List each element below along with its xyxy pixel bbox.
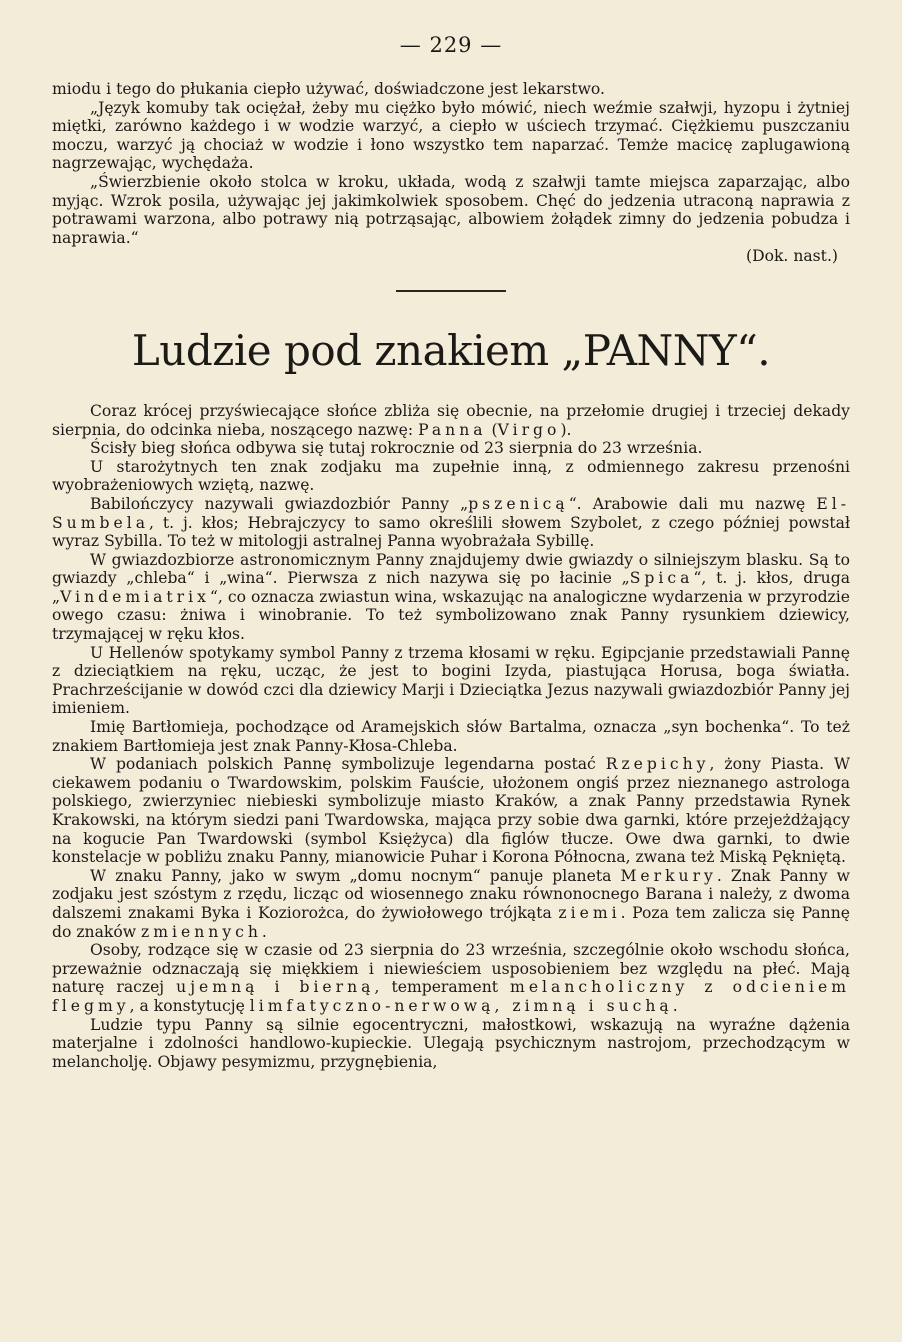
article-title: Ludzie pod znakiem „PANNY“. [131,325,771,375]
article-paragraph-11: Ludzie typu Panny są silnie egocentryczni, małostkowi, wskazują na wyraźne dążenia materjalne i zdolności handlowo-kupieckie. Ulegają psychicznym nastrojom, przechodzącym w melancholję. Objawy pesymizmu, przygnębienia, [52,1015,850,1071]
page-number: — 229 — [399,33,503,57]
article-paragraph-9: W znaku Panny, jako w swym „domu nocnym“ panuje planeta Merkury. Znak Panny w zodjaku jest szóstym z rzędu, licząc od wiosennego znaku równonocnego Barana i należy, z dwoma dalszemi znakami Byka i Koziorożca, do żywiołowego trójkąta ziemi. Poza tem zalicza się Pannę do znaków zmiennych. [52,866,850,941]
article-paragraph-2: Ścisły bieg słońca odbywa się tutaj rokrocznie od 23 sierpnia do 23 września. [90,439,703,458]
article-paragraph-3: U starożytnych ten znak zodjaku ma zupełnie inną, z odmiennego zakresu przenośni wyobrażeniowych wziętą, nazwę. [52,457,850,495]
article-paragraph-7: Imię Bartłomieja, pochodzące od Aramejskich słów Bartalma, oznacza „syn bochenka“. To też znakiem Bartłomieja jest znak Panny-Kłosa-Chleba. [52,718,850,755]
article-paragraph-1: Coraz krócej przyświecające słońce zbliża się obecnie, na przełomie drugiej i trzeciej dekady sierpnia, do odcinka nieba, noszącego nazwę: Panna (Virgo). [52,401,850,439]
continuation-note: (Dok. nast.) [746,247,838,266]
article-paragraph-6: U Hellenów spotykamy symbol Panny z trzema kłosami w ręku. Egipcjanie przedstawiali Pannę z dzieciątkiem na ręku, ucząc, że jest to bogini Izyda, piastująca Horusa, boga światła. Prachrześcijanie w dowód czci dla dziewicy Marji i Dzieciątka Jezus nazywali gwiazdozbiór Panny jej imieniem. [52,643,850,718]
prev-paragraph-1: miodu i tego do płukania ciepło używać, doświadczone jest lekarstwo. [52,80,605,98]
article-paragraph-4: Babilończycy nazywali gwiazdozbiór Panny „pszenicą“. Arabowie dali mu nazwę El-Sumbela, t. j. kłos; Hebrajczycy to samo określili słowem Szybolet, z czego później powstał wyraz Sybilla. To też w mitologji astralnej Panna wyobrażała Sybillę. [52,494,851,551]
article-paragraph-8: W podaniach polskich Pannę symbolizuje legendarna postać Rzepichy, żony Piasta. W ciekawem podaniu o Twardowskim, polskim Fauście, ułożonem ongiś przez nieznanego astrologa polskiego, zwierzyniec niebieski symbolizuje miasto Kraków, a znak Panny przedstawia Rynek Krakowski, na którym siedzi pani Twardowska, mająca przy sobie dwa garnki, które przejeżdżający na kogucie Pan Twardowski (symbol Księżyca) dla figlów tłucze. Owe dwa garnki, to dwie konstelacje w pobliżu znaku Panny, mianowicie Puhar i Korona Północna, zwana też Miską Pękniętą. [52,755,850,867]
article-paragraph-5: W gwiazdozbiorze astronomicznym Panny znajdujemy dwie gwiazdy o silniejszym blasku. Są to gwiazdy „chleba“ i „wina“. Pierwsza z nich nazywa się po łacinie „Spica“, t. j. kłos, druga „Vindemiatrix“, co oznacza zwiastun wina, wskazując na analogiczne wydarzenia w przyrodzie owego czasu: żniwa i winobranie. To też symbolizowano znak Panny rysunkiem dziewicy, trzymającej w ręku kłos. [52,550,850,644]
prev-paragraph-2: „Język komuby tak ociężał, żeby mu ciężko było mówić, niech weźmie szałwji, hyzopu i żytniej miętki, zarówno każdego i w wodzie warzyć, a ciepło w uściech trzymać. Ciężkiemu puszczaniu moczu, warzyć ją chociaż w wodzie i łono wszystko tem naparzać. Temże macicę zaplugawioną nagrzewając, wychędaża. [52,98,850,173]
section-divider [396,290,506,292]
page [52,30,850,1071]
prev-paragraph-3: „Świerzbienie około stolca w kroku, układa, wodą z szałwji tamte miejsca zaparzając, albo myjąc. Wzrok posila, używając jej jakimkolwiek sposobem. Chęć do jedzenia utraconą naprawia z potrawami warzona, albo potrawy nią potrząsając, albowiem żołądek zimny do jedzenia pobudza i naprawia.“ [52,172,850,247]
article-paragraph-10: Osoby, rodzące się w czasie od 23 sierpnia do 23 września, szczególnie około wschodu słońca, przeważnie odznaczają się miękkiem i niewieściem usposobieniem bez względu na płeć. Mają naturę raczej ujemną i bierną, temperament melancholiczny z odcieniem flegmy, a konstytucję limfatyczno-nerwową, zimną i suchą. [52,941,850,1015]
